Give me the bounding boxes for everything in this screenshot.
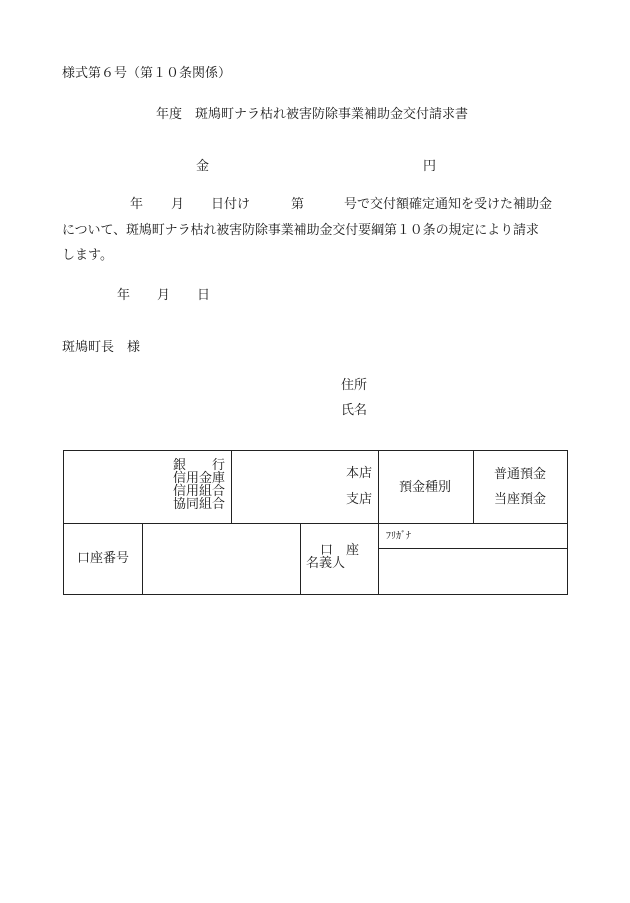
- amount-prefix: 金: [196, 159, 210, 174]
- furigana-field[interactable]: [424, 524, 566, 547]
- address-label: 住所: [341, 378, 368, 393]
- deposit-type-ordinary: 普通預金: [494, 467, 547, 482]
- deposit-type-checking: 当座預金: [494, 492, 547, 507]
- notice-year: 年: [130, 197, 144, 212]
- body-line-3: します。: [62, 248, 113, 263]
- branch-type-main: 本店: [346, 466, 373, 481]
- name-label: 氏名: [341, 403, 368, 418]
- account-number-label: 口座番号: [77, 551, 130, 566]
- institution-type-shinkin: 信用金庫: [173, 471, 226, 486]
- divider-account-value: [300, 523, 301, 594]
- account-holder-label-2: 名義人: [306, 556, 346, 571]
- account-holder-field[interactable]: [379, 549, 566, 594]
- body-line-2: について、斑鳩町ナラ枯れ被害防除事業補助金交付要綱第１０条の規定により請求: [62, 223, 539, 238]
- date-month: 月: [157, 288, 171, 303]
- date-day: 日: [197, 288, 211, 303]
- divider-institution: [231, 451, 232, 523]
- bank-account-table: [63, 450, 568, 595]
- date-year: 年: [117, 288, 131, 303]
- notice-day: 日付け: [211, 197, 251, 212]
- institution-type-bank: 銀 行: [173, 458, 226, 473]
- furigana-label: ﾌﾘｶﾞﾅ: [386, 531, 411, 542]
- notice-month: 月: [171, 197, 185, 212]
- addressee: 斑鳩町長 様: [62, 340, 141, 355]
- notice-number-prefix: 第: [291, 197, 305, 212]
- branch-type-branch: 支店: [346, 492, 373, 507]
- deposit-type-label: 預金種別: [399, 480, 452, 495]
- institution-type-credit-union: 信用組合: [173, 484, 226, 499]
- amount-suffix: 円: [423, 159, 437, 174]
- notice-number-rest: 号で交付額確定通知を受けた補助金: [344, 197, 553, 212]
- divider-deposit: [473, 451, 474, 523]
- divider-branch: [378, 451, 379, 523]
- account-holder-label-1: 口 座: [320, 543, 360, 558]
- document-title: 年度 斑鳩町ナラ枯れ被害防除事業補助金交付請求書: [156, 107, 469, 122]
- account-number-field[interactable]: [143, 524, 299, 594]
- institution-type-cooperative: 協同組合: [173, 497, 226, 512]
- form-number: 様式第６号（第１０条関係）: [62, 66, 232, 81]
